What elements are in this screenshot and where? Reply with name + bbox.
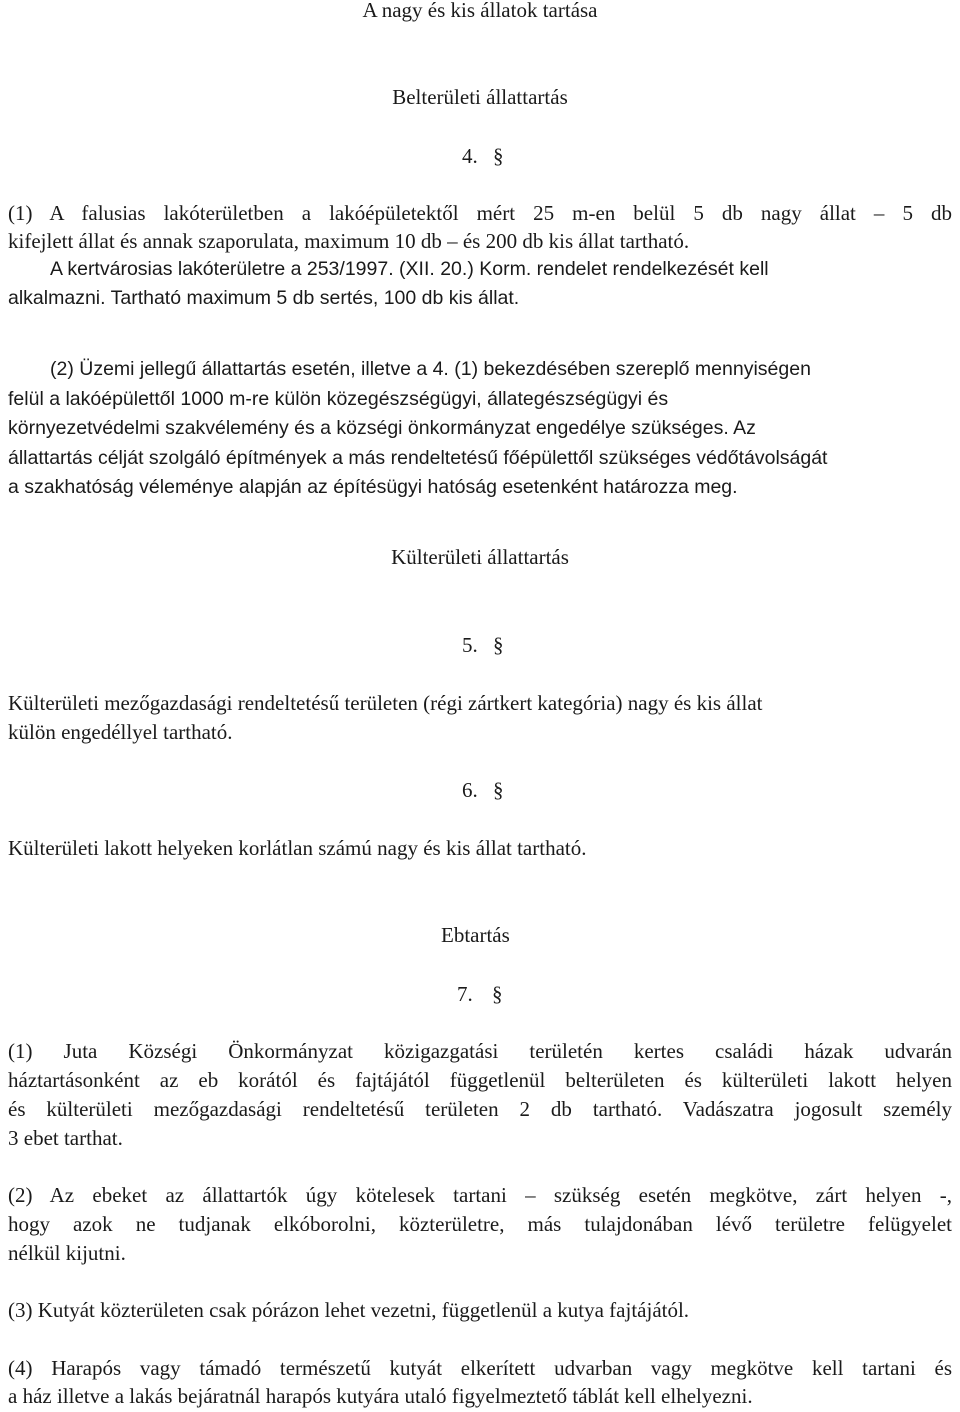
section-sign-icon: §: [492, 982, 503, 1006]
section-heading-kulterulet: Külterületi állattartás: [391, 545, 569, 569]
section-sign-icon: §: [493, 633, 504, 657]
paragraph-number-7: [457, 980, 503, 1009]
paragraph-number-5: [462, 631, 504, 660]
paragraph-number: 6.: [462, 778, 478, 802]
paragraph-7-4-line-2: a ház illetve a lakás bejáratnál harapós kutyára utaló figyelmeztető táblát kell elhelyezni.: [8, 1384, 753, 1408]
paragraph-number: 7.: [457, 982, 473, 1006]
paragraph-number-6: [462, 776, 504, 805]
paragraph-4-1-line-4: alkalmazni. Tartható maximum 5 db sertés, 100 db kis állat.: [8, 287, 520, 309]
paragraph-4-2-line-5: a szakhatóság véleménye alapján az építésügyi hatóság esetenként határozza meg.: [8, 476, 738, 498]
paragraph-5-line-1: Külterületi mezőgazdasági rendeltetésű területen (régi zártkert kategória) nagy és kis állat: [8, 691, 763, 715]
paragraph-4-2-line-4: állattartás célját szolgáló építmények a más rendeltetésű főépülettől szükséges védőtávolságát: [8, 447, 828, 469]
document-title: A nagy és kis állatok tartása: [362, 0, 598, 22]
paragraph-7-1-line-2: háztartásonként az eb korától és fajtájától függetlenül belterületen és külterületi lakott helyen: [8, 1068, 952, 1092]
paragraph-4-1-line-1: (1) A falusias lakóterületben a lakóépületektől mért 25 m-en belül 5 db nagy állat – 5 db: [8, 201, 952, 225]
paragraph-number: 5.: [462, 633, 478, 657]
paragraph-7-1-line-4: 3 ebet tarthat.: [8, 1126, 123, 1150]
paragraph-7-1-line-3: és külterületi mezőgazdasági rendeltetésű területen 2 db tartható. Vadászatra jogosult személy: [8, 1097, 952, 1121]
paragraph-6-line-1: Külterületi lakott helyeken korlátlan számú nagy és kis állat tartható.: [8, 836, 587, 860]
paragraph-5-line-2: külön engedéllyel tartható.: [8, 720, 233, 744]
section-heading-ebtartas: Ebtartás: [441, 923, 510, 947]
paragraph-4-2-line-2: felül a lakóépülettől 1000 m-re külön közegészségügyi, állategészségügyi és: [8, 388, 669, 410]
paragraph-7-2-line-2: hogy azok ne tudjanak elkóborolni, közterületre, más tulajdonában lévő területre felügyelet: [8, 1212, 952, 1236]
paragraph-7-2-line-3: nélkül kijutni.: [8, 1241, 126, 1265]
paragraph-number: 4.: [462, 144, 478, 168]
paragraph-4-2-line-1: (2) Üzemi jellegű állattartás esetén, illetve a 4. (1) bekezdésében szereplő mennyiségen: [50, 358, 811, 380]
paragraph-7-4-line-1: (4) Harapós vagy támadó természetű kutyát elkerített udvarban vagy megkötve kell tartani és: [8, 1356, 952, 1380]
paragraph-4-2-line-3: környezetvédelmi szakvélemény és a községi önkormányzat engedélye szükséges. Az: [8, 417, 756, 439]
section-sign-icon: §: [493, 144, 504, 168]
paragraph-7-1-line-1: (1) Juta Községi Önkormányzat közigazgatási területén kertes családi házak udvarán: [8, 1039, 952, 1063]
section-heading-belterulet: Belterületi állattartás: [392, 85, 568, 109]
paragraph-4-1-line-3: A kertvárosias lakóterületre a 253/1997. (XII. 20.) Korm. rendelet rendelkezését kell: [50, 258, 769, 280]
paragraph-4-1-line-2: kifejlett állat és annak szaporulata, maximum 10 db – és 200 db kis állat tartható.: [8, 229, 690, 253]
paragraph-number-4: [462, 142, 504, 171]
paragraph-7-2-line-1: (2) Az ebeket az állattartók úgy kötelesek tartani – szükség esetén megkötve, zárt helyen -,: [8, 1183, 952, 1207]
section-sign-icon: §: [493, 778, 504, 802]
paragraph-7-3-line-1: (3) Kutyát közterületen csak pórázon lehet vezetni, függetlenül a kutya fajtájától.: [8, 1298, 690, 1322]
